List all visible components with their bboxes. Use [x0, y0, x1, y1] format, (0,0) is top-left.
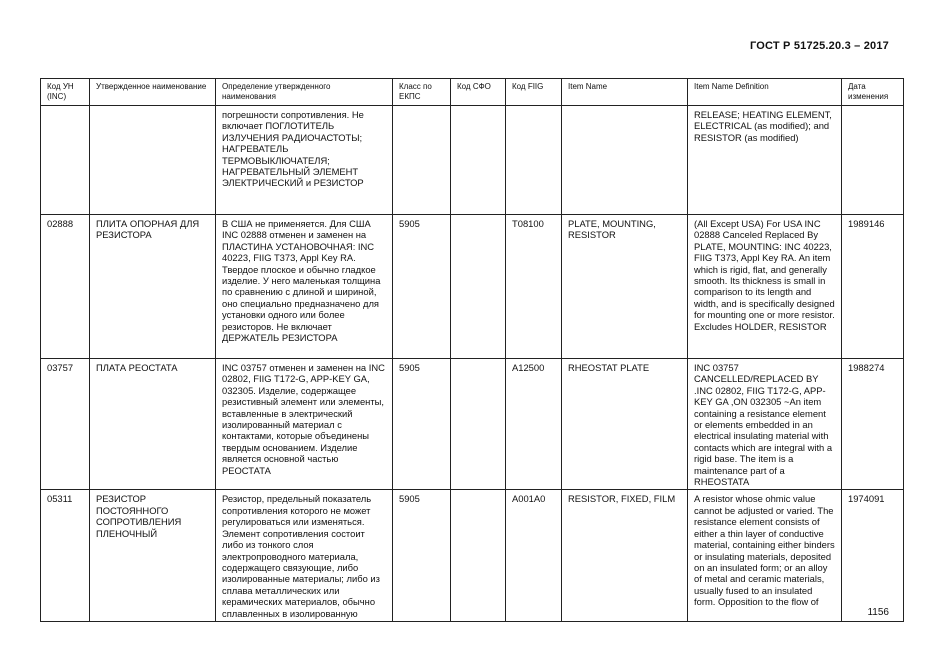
- cell-date: [842, 106, 904, 215]
- cell-sfo: [451, 490, 506, 621]
- cell-inc: 05311: [41, 490, 90, 621]
- cell-sfo: [451, 106, 506, 215]
- cell-sfo: [451, 359, 506, 490]
- cell-fiig: [506, 106, 562, 215]
- cell-item-name: RESISTOR, FIXED, FILM: [562, 490, 688, 621]
- cell-definition: В США не применяется. Для США INC 02888 отменен и заменен на ПЛАСТИНА УСТАНОВОЧНАЯ: INC 40223, FIIG T373, Appl Key RA. Твердое плоское и обычно гладкое изделие. У него маленькая толщина по сравнению с длиной и шириной, оно специально предназначено для установки одного или более резисторов. Не включает ДЕРЖАТЕЛЬ РЕЗИСТОРА: [216, 215, 393, 359]
- cell-item-name: RHEOSTAT PLATE: [562, 359, 688, 490]
- cell-class: 5905: [393, 490, 451, 621]
- header-class: Класс по ЕКПС: [393, 79, 451, 106]
- header-date: Дата изменения: [842, 79, 904, 106]
- cell-definition: INC 03757 отменен и заменен на INC 02802, FIIG T172-G, APP-KEY GA, 032305. Изделие, содержащее резистивный элемент или элементы, вставленные в электрический изолированный материал с контактами, которые объединены твердым основанием. Изделие является основной частью РЕОСТАТА: [216, 359, 393, 490]
- cell-sfo: [451, 215, 506, 359]
- cell-date: 1989146: [842, 215, 904, 359]
- cell-definition: погрешности сопротивления. Не включает ПОГЛОТИТЕЛЬ ИЗЛУЧЕНИЯ РАДИОЧАСТОТЫ; НАГРЕВАТЕЛЬ ТЕРМОВЫКЛЮЧАТЕЛЯ; НАГРЕВАТЕЛЬНЫЙ ЭЛЕМЕНТ ЭЛЕКТРИЧЕСКИЙ и РЕЗИСТОР: [216, 106, 393, 215]
- table-row: [41, 359, 904, 490]
- cell-approved-name: РЕЗИСТОР ПОСТОЯННОГО СОПРОТИВЛЕНИЯ ПЛЕНОЧНЫЙ: [90, 490, 216, 621]
- cell-fiig: T08100: [506, 215, 562, 359]
- cell-approved-name: ПЛАТА РЕОСТАТА: [90, 359, 216, 490]
- header-fiig: Код FIIG: [506, 79, 562, 106]
- catalog-table: [40, 78, 904, 622]
- header-item-definition: Item Name Definition: [688, 79, 842, 106]
- cell-inc: 03757: [41, 359, 90, 490]
- cell-item-definition: (All Except USA) For USA INC 02888 Canceled Replaced By PLATE, MOUNTING: INC 40223, FIIG T373, Appl Key RA. An item which is rigid, flat, and generally smooth. Its thickness is small in comparison to its length and width, and is specifically designed for mounting one or more resistor. Excludes HOLDER, RESISTOR: [688, 215, 842, 359]
- header-item-name: Item Name: [562, 79, 688, 106]
- header-approved-name: Утвержденное наименование: [90, 79, 216, 106]
- page-number: 1156: [867, 607, 889, 618]
- header-sfo: Код СФО: [451, 79, 506, 106]
- cell-definition: Резистор, предельный показатель сопротивления которого не может регулироваться или изменяться. Элемент сопротивления состоит либо из тонкого слоя электропроводного материала, содержащего связующие, либо изолированные материалы; либо из сплава металлических или керамических материалов, обычно сплавленных в изолированную: [216, 490, 393, 621]
- cell-approved-name: [90, 106, 216, 215]
- cell-date: 1974091: [842, 490, 904, 621]
- cell-inc: [41, 106, 90, 215]
- cell-class: 5905: [393, 359, 451, 490]
- cell-item-name: [562, 106, 688, 215]
- cell-fiig: A12500: [506, 359, 562, 490]
- cell-item-name: PLATE, MOUNTING, RESISTOR: [562, 215, 688, 359]
- table-row: [41, 106, 904, 215]
- cell-approved-name: ПЛИТА ОПОРНАЯ ДЛЯ РЕЗИСТОРА: [90, 215, 216, 359]
- cell-inc: 02888: [41, 215, 90, 359]
- cell-item-definition: A resistor whose ohmic value cannot be adjusted or varied. The resistance element consists of either a thin layer of conductive material, containing either binders or insulating materials, deposited on an insulated form; or an alloy of metal and ceramic materials, usually fused to an insulated form. Opposition to the flow of: [688, 490, 842, 621]
- header-definition: Определение утвержденного наименования: [216, 79, 393, 106]
- table-row: [41, 490, 904, 621]
- cell-class: [393, 106, 451, 215]
- table-row: [41, 215, 904, 359]
- cell-date: 1988274: [842, 359, 904, 490]
- header-inc: Код УН (INC): [41, 79, 90, 106]
- cell-item-definition: INC 03757 CANCELLED/REPLACED BY .INC 02802, FIIG T172-G, APP-KEY GA ,ON 032305 ~An item containing a resistance element or elements embedded in an electrical insulating material with contacts which are integral with a rigid base. The item is a maintenance part of a RHEOSTATA: [688, 359, 842, 490]
- cell-fiig: A001A0: [506, 490, 562, 621]
- cell-item-definition: RELEASE; HEATING ELEMENT, ELECTRICAL (as modified); and RESISTOR (as modified): [688, 106, 842, 215]
- cell-class: 5905: [393, 215, 451, 359]
- document-title: ГОСТ Р 51725.20.3 – 2017: [749, 40, 889, 52]
- table-header-row: [41, 79, 904, 106]
